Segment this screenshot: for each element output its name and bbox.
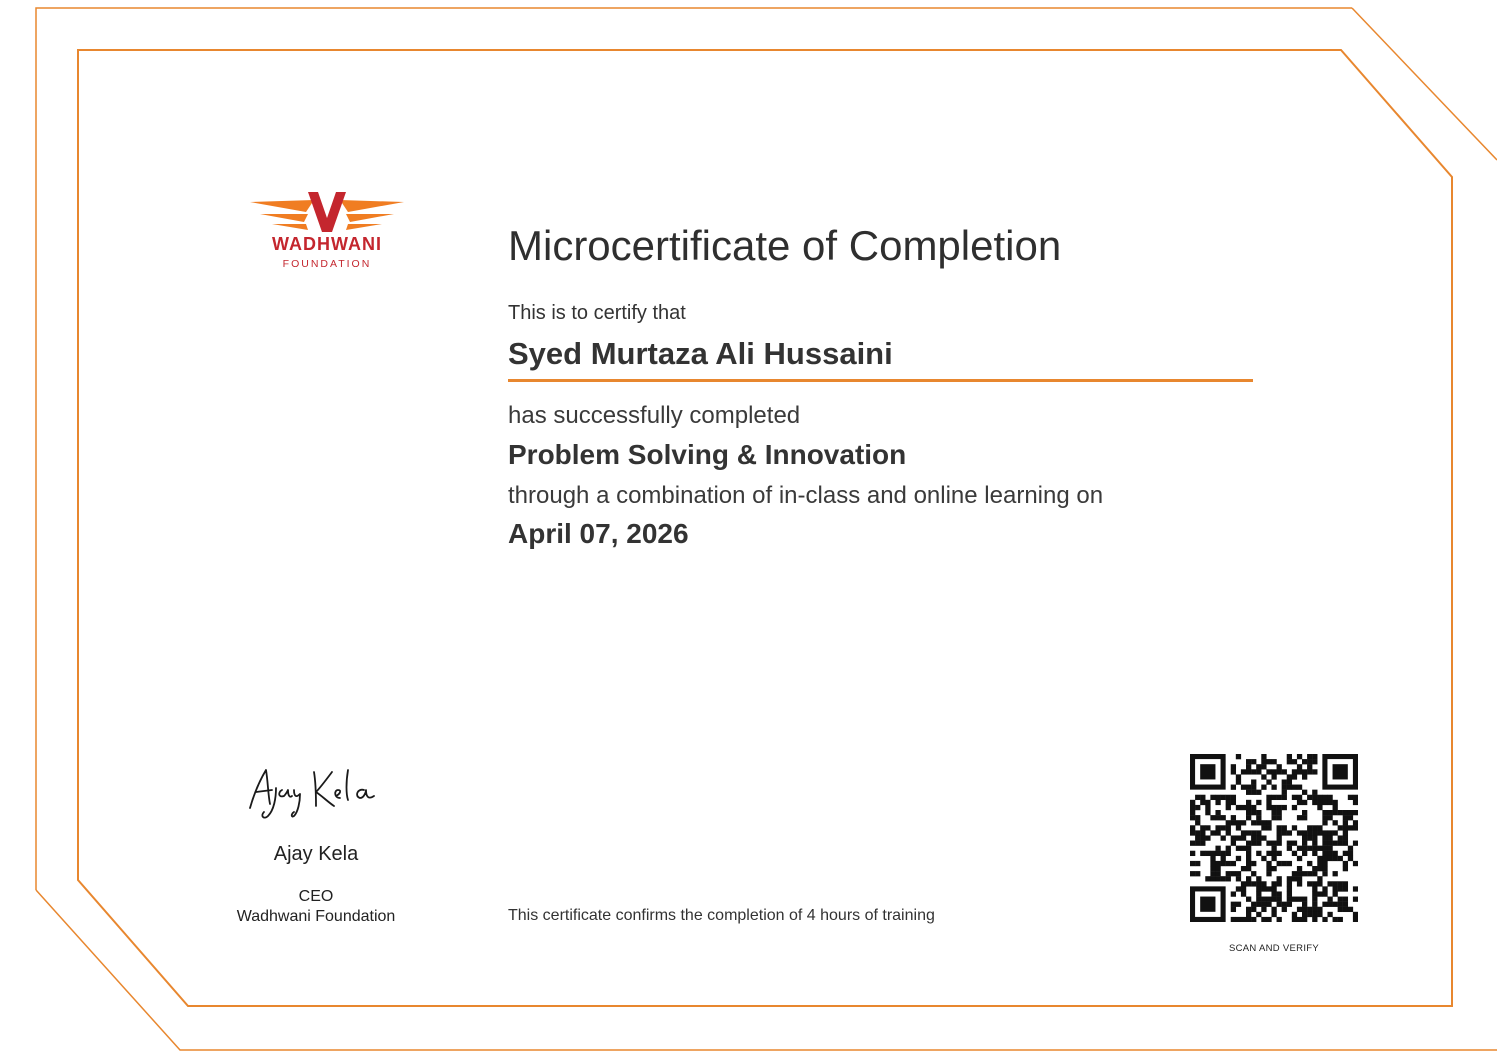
qr-code-icon[interactable]	[1190, 754, 1358, 922]
course-name: Problem Solving & Innovation	[508, 439, 907, 470]
recipient-name: Syed Murtaza Ali Hussaini	[508, 336, 893, 371]
signatory-name: Ajay Kela	[273, 843, 359, 865]
wadhwani-wings-icon	[246, 190, 408, 234]
wadhwani-logo	[246, 190, 408, 274]
certify-line: This is to certify that	[508, 302, 686, 324]
logo-subtitle: FOUNDATION	[282, 258, 372, 270]
completed-line: has successfully completed	[508, 402, 801, 429]
certificate-title: Microcertificate of Completion	[508, 222, 1062, 269]
signatory-organization: Wadhwani Foundation	[236, 908, 396, 925]
signatory-role: CEO	[298, 888, 334, 905]
through-line: through a combination of in-class and online learning on	[508, 482, 1104, 509]
completion-date: April 07, 2026	[508, 518, 689, 549]
scan-verify-label: SCAN AND VERIFY	[1228, 943, 1320, 954]
signature-image	[236, 758, 386, 822]
name-underline	[508, 379, 1253, 382]
logo-wordmark: WADHWANI	[272, 234, 382, 254]
confirmation-text: This certificate confirms the completion of 4 hours of training	[508, 907, 935, 924]
